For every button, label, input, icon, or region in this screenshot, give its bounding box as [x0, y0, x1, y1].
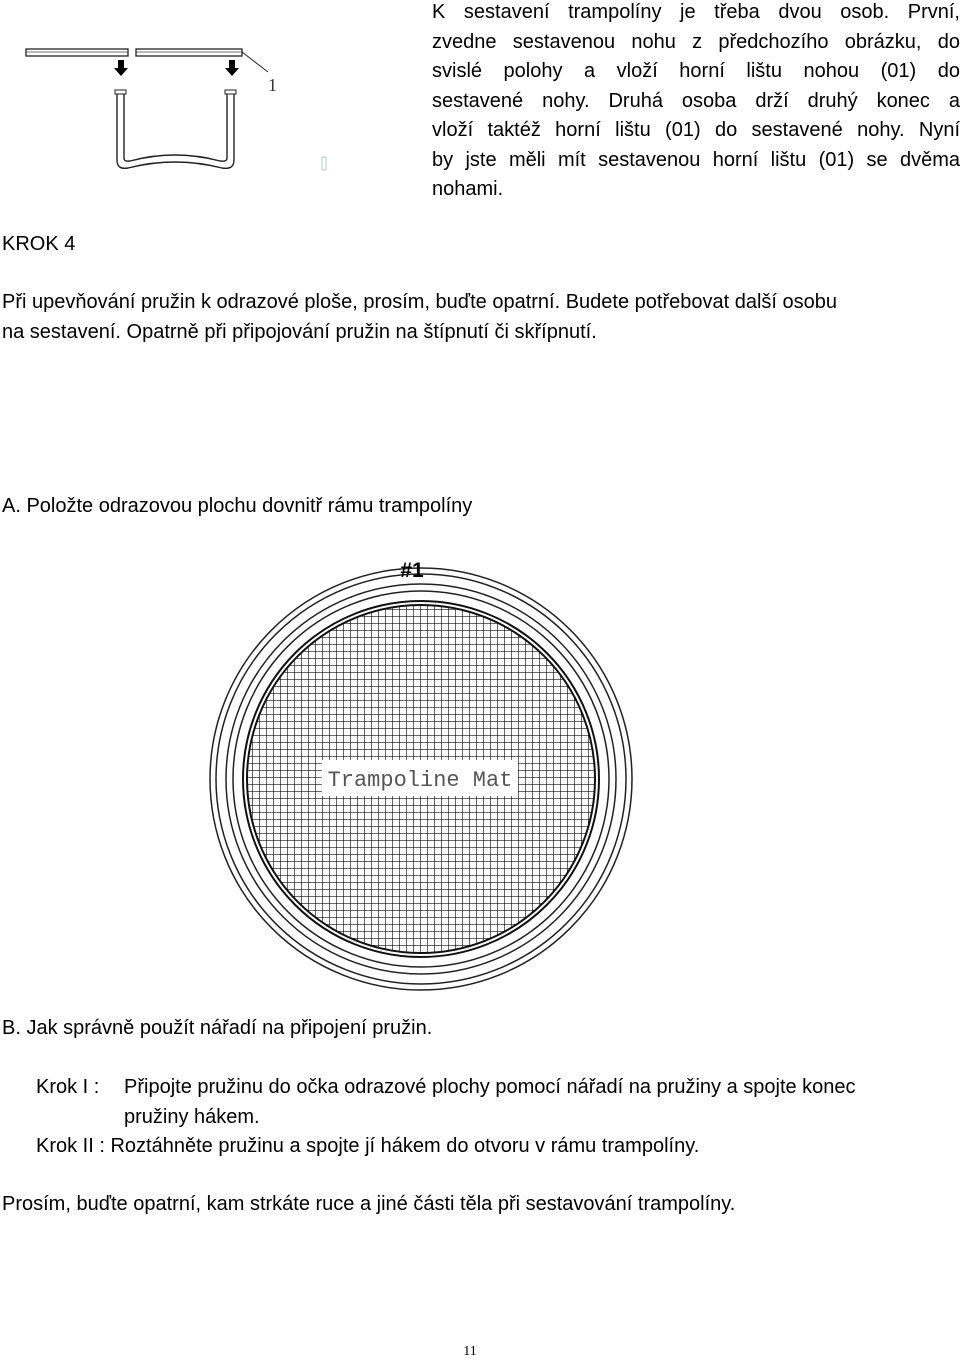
intro-line: vloží taktéž horní lištu (01) do sestavené nohy. Nyní [432, 119, 960, 141]
step1-line: pružiny hákem. [124, 1105, 260, 1128]
step1-label: Krok I : [36, 1076, 100, 1098]
safety-warning: Prosím, buďte opatrní, kam strkáte ruce a jiné části těla při sestavování trampolíny. [2, 1193, 736, 1215]
intro-line: sestavené nohy. Druhá osoba drží druhý konec a [432, 89, 960, 112]
step2-text: Krok II : Roztáhněte pružinu a spojte jí hákem do otvoru v rámu trampolíny. [36, 1135, 700, 1157]
intro-line: svislé polohy a vloží horní lištu nohou (01) do [432, 60, 960, 82]
page-number: 11 [463, 1344, 477, 1359]
step1-text [124, 1073, 958, 1132]
mat-marker-label: #1 [400, 559, 424, 582]
part-number-label: 1 [268, 75, 277, 95]
intro-line: nohami. [432, 178, 504, 200]
mat-label: Trampoline Mat [327, 768, 513, 793]
section-a-title: A. Položte odrazovou plochu dovnitř rámu trampolíny [2, 495, 473, 517]
step4-line: na sestavení. Opatrně při připojování pružin na štípnutí či skřípnutí. [2, 320, 597, 343]
step4-line: Při upevňování pružin k odrazové ploše, prosím, buďte opatrní. Budete potřebovat další osobu [2, 291, 838, 313]
intro-line: zvedne sestavenou nohu z předchozího obrázku, do [432, 30, 960, 53]
step1-line: Připojte pružinu do očka odrazové plochy pomocí nářadí na pružiny a spojte konec [124, 1076, 856, 1098]
step-heading: KROK 4 [2, 233, 76, 255]
intro-line: K sestavení trampolíny je třeba dvou osob. První, [432, 1, 960, 23]
intro-line: by jste měli mít sestavenou horní lištu (01) se dvěma [432, 148, 960, 171]
section-b-title: B. Jak správně použít nářadí na připojení pružin. [2, 1017, 433, 1039]
